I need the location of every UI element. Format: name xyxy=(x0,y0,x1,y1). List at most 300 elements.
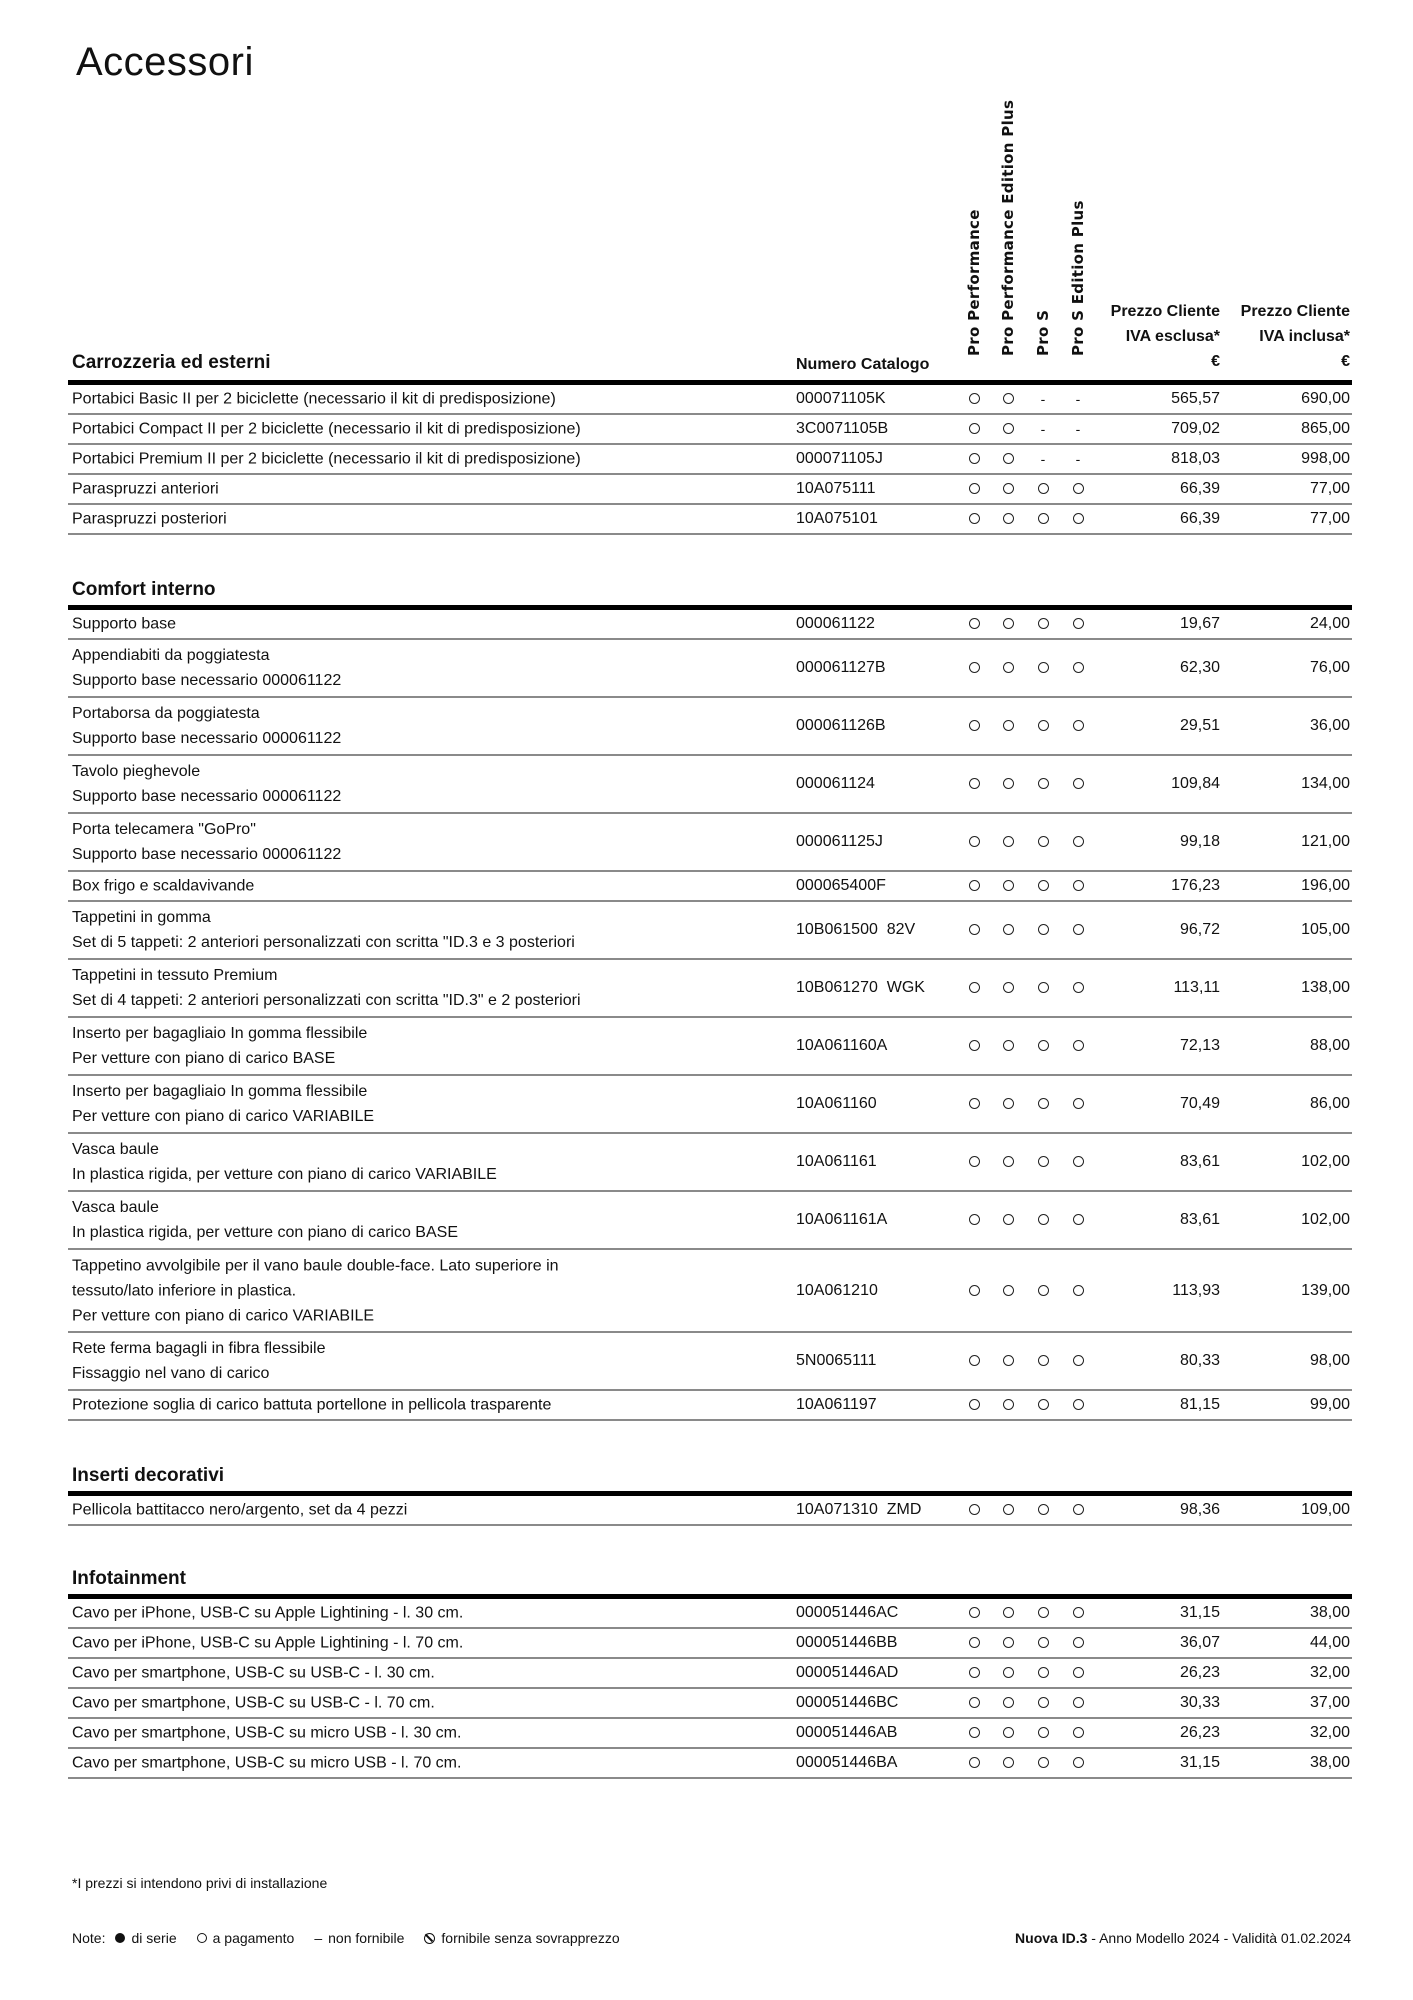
description-line: Supporto base necessario 000061122 xyxy=(72,672,342,689)
optional-circle-icon xyxy=(1028,480,1058,498)
price-incl-vat: 32,00 xyxy=(1309,1724,1350,1741)
optional-circle-icon xyxy=(959,1634,989,1652)
optional-circle-icon xyxy=(993,1501,1023,1519)
table-row xyxy=(68,1496,1352,1526)
price-incl-vat: 44,00 xyxy=(1309,1634,1350,1651)
price-excl-vat: 66,39 xyxy=(1179,510,1220,527)
optional-circle-icon xyxy=(1063,1664,1093,1682)
description-line: Protezione soglia di carico battuta portellone in pellicola trasparente xyxy=(72,1396,552,1414)
column-header-pro-s: Pro S xyxy=(1034,309,1052,356)
description-line: Cavo per smartphone, USB-C su USB-C - l. 30 cm. xyxy=(72,1664,435,1682)
price-incl-vat: 138,00 xyxy=(1301,979,1350,996)
optional-circle-icon xyxy=(993,659,1023,677)
catalog-number: 10A075111 xyxy=(796,480,876,497)
description-line: Per vetture con piano di carico VARIABILE xyxy=(72,1108,375,1125)
optional-circle-icon xyxy=(959,921,989,939)
catalog-number: 000051446AC xyxy=(796,1604,899,1621)
optional-circle-icon xyxy=(959,510,989,528)
unavailable-dash-icon: - xyxy=(1040,391,1046,407)
optional-circle-icon xyxy=(993,717,1023,735)
price-incl-vat: 109,00 xyxy=(1301,1501,1350,1518)
catalog-number: 000061122 xyxy=(796,615,875,632)
section-title: Infotainment xyxy=(72,1568,186,1589)
optional-circle-icon xyxy=(1028,1724,1058,1742)
optional-circle-icon xyxy=(959,1664,989,1682)
table-row xyxy=(68,756,1352,814)
optional-circle-icon xyxy=(1028,979,1058,997)
optional-circle-icon xyxy=(1028,717,1058,735)
table-row xyxy=(68,1250,1352,1333)
description-line: Portaborsa da poggiatesta xyxy=(72,705,260,722)
item-description xyxy=(72,759,341,809)
price-incl-vat: 86,00 xyxy=(1309,1095,1350,1112)
optional-circle-icon xyxy=(1028,1501,1058,1519)
legend-optional: a pagamento xyxy=(212,1930,295,1946)
item-description xyxy=(72,477,219,502)
optional-circle-icon xyxy=(1063,510,1093,528)
price-excl-vat: 98,36 xyxy=(1179,1501,1220,1518)
price-incl-vat: 998,00 xyxy=(1301,450,1350,467)
description-line: Supporto base necessario 000061122 xyxy=(72,846,342,863)
optional-circle-icon xyxy=(959,1211,989,1229)
table-row xyxy=(68,1719,1352,1749)
price-incl-vat: 32,00 xyxy=(1309,1664,1350,1681)
catalog-number: 000051446BA xyxy=(796,1754,898,1771)
price-excl-vat: 80,33 xyxy=(1179,1352,1220,1369)
optional-circle-icon xyxy=(1028,510,1058,528)
description-line: Inserto per bagagliaio In gomma flessibile xyxy=(72,1025,368,1042)
item-description xyxy=(72,387,556,412)
description-line: Cavo per iPhone, USB-C su Apple Lightining - l. 70 cm. xyxy=(72,1634,464,1652)
table-row xyxy=(68,1689,1352,1719)
optional-circle-icon xyxy=(959,1282,989,1300)
table-row xyxy=(68,1192,1352,1250)
catalog-number: 10A075101 xyxy=(796,510,878,527)
legend-free: fornibile senza sovrapprezzo xyxy=(441,1930,620,1946)
optional-circle-icon xyxy=(993,877,1023,895)
description-line: Inserto per bagagliaio In gomma flessibile xyxy=(72,1083,368,1100)
price-incl-vat: 77,00 xyxy=(1309,480,1350,497)
optional-circle-icon xyxy=(1063,833,1093,851)
optional-circle-icon xyxy=(1063,1352,1093,1370)
optional-circle-icon xyxy=(993,1664,1023,1682)
optional-circle-icon xyxy=(1028,1604,1058,1622)
table-row xyxy=(68,872,1352,902)
price-excl-vat: 72,13 xyxy=(1179,1037,1220,1054)
optional-circle-icon xyxy=(1063,1724,1093,1742)
item-description xyxy=(72,1661,435,1686)
optional-circle-icon xyxy=(993,1694,1023,1712)
optional-circle-icon xyxy=(993,1396,1023,1414)
table-row xyxy=(68,960,1352,1018)
catalog-number: 10B061270 WGK xyxy=(796,979,925,996)
description-line: Porta telecamera "GoPro" xyxy=(72,821,256,838)
table-row xyxy=(68,415,1352,445)
description-line: Tappetino avvolgibile per il vano baule double-face. Lato superiore in xyxy=(72,1257,559,1274)
optional-circle-icon xyxy=(993,1754,1023,1772)
optional-circle-icon xyxy=(959,1754,989,1772)
item-description xyxy=(72,612,176,637)
optional-circle-icon xyxy=(959,833,989,851)
footer-details: - Anno Modello 2024 - Validità 01.02.2024 xyxy=(1087,1930,1351,1946)
price-excl-vat: 26,23 xyxy=(1179,1724,1220,1741)
item-description xyxy=(72,447,581,472)
column-header-catalog: Numero Catalogo xyxy=(796,356,930,373)
table-row xyxy=(68,445,1352,475)
optional-circle-icon xyxy=(1063,480,1093,498)
catalog-number: 000051446BC xyxy=(796,1694,899,1711)
description-line: Paraspruzzi anteriori xyxy=(72,480,219,498)
catalog-number: 10A061161 xyxy=(796,1153,877,1170)
legend-label: Note: xyxy=(72,1930,106,1946)
price-incl-vat: 77,00 xyxy=(1309,510,1350,527)
optional-circle-icon xyxy=(959,979,989,997)
optional-circle-icon xyxy=(1063,1095,1093,1113)
optional-circle-icon xyxy=(959,659,989,677)
catalog-number: 000051446BB xyxy=(796,1634,898,1651)
table-row xyxy=(68,1333,1352,1391)
catalog-number: 10A061160A xyxy=(796,1037,888,1054)
section-header xyxy=(68,565,1352,605)
legend xyxy=(72,1930,630,1946)
optional-circle-icon xyxy=(959,1396,989,1414)
optional-circle-icon xyxy=(1028,877,1058,895)
optional-circle-icon xyxy=(959,1501,989,1519)
price-excl-vat: 113,11 xyxy=(1173,979,1220,996)
catalog-number: 10A061161A xyxy=(796,1211,888,1228)
price-incl-vat: 36,00 xyxy=(1309,717,1350,734)
optional-circle-icon xyxy=(1028,1694,1058,1712)
description-line: Vasca baule xyxy=(72,1199,159,1216)
price-excl-vat: 66,39 xyxy=(1179,480,1220,497)
price-incl-vat: 37,00 xyxy=(1309,1694,1350,1711)
price-incl-vat: 76,00 xyxy=(1309,659,1350,676)
description-line: Cavo per iPhone, USB-C su Apple Lightining - l. 30 cm. xyxy=(72,1604,464,1622)
optional-circle-icon xyxy=(1063,877,1093,895)
optional-circle-icon xyxy=(993,921,1023,939)
item-description xyxy=(72,417,581,442)
section-header xyxy=(68,1451,1352,1491)
optional-circle-icon xyxy=(1063,717,1093,735)
optional-circle-icon xyxy=(959,1724,989,1742)
table-header xyxy=(68,99,1352,380)
optional-circle-icon xyxy=(1063,775,1093,793)
optional-circle-icon xyxy=(959,1153,989,1171)
price-excl-vat: 113,93 xyxy=(1172,1281,1220,1299)
optional-circle-icon xyxy=(993,1352,1023,1370)
price-incl-vat: 98,00 xyxy=(1309,1352,1350,1369)
table-row xyxy=(68,610,1352,640)
table-row xyxy=(68,902,1352,960)
optional-circle-icon xyxy=(959,480,989,498)
optional-circle-icon xyxy=(959,1037,989,1055)
optional-circle-icon xyxy=(959,1694,989,1712)
description-line: Portabici Compact II per 2 biciclette (necessario il kit di predisposizione) xyxy=(72,420,581,438)
optional-circle-icon xyxy=(959,420,989,438)
table-row xyxy=(68,1659,1352,1689)
optional-circle-icon xyxy=(993,510,1023,528)
catalog-number: 000061126B xyxy=(796,717,886,734)
footer-validity xyxy=(1015,1930,1351,1946)
description-line: Cavo per smartphone, USB-C su micro USB - l. 70 cm. xyxy=(72,1754,462,1772)
dash-icon: – xyxy=(314,1930,323,1946)
optional-circle-icon xyxy=(1028,1153,1058,1171)
item-description xyxy=(72,1691,435,1716)
description-line: Cavo per smartphone, USB-C su USB-C - l. 70 cm. xyxy=(72,1694,435,1712)
optional-circle-icon xyxy=(993,420,1023,438)
price-incl-vat: 24,00 xyxy=(1309,615,1350,632)
optional-circle-icon xyxy=(1063,1634,1093,1652)
optional-circle-icon xyxy=(993,1282,1023,1300)
optional-circle-icon xyxy=(1028,1037,1058,1055)
optional-circle-icon xyxy=(959,1352,989,1370)
optional-circle-icon xyxy=(1028,921,1058,939)
unavailable-dash-icon: - xyxy=(1040,421,1046,437)
accessories-table xyxy=(68,99,1352,1779)
section-header xyxy=(68,1554,1352,1594)
optional-circle-icon xyxy=(993,450,1023,468)
price-incl-vat: 121,00 xyxy=(1301,833,1350,850)
column-header-price-excl-vat: Prezzo Cliente IVA esclusa* € xyxy=(1110,303,1220,370)
price-incl-vat: 88,00 xyxy=(1309,1037,1350,1054)
item-description xyxy=(72,905,575,955)
optional-circle-icon xyxy=(993,1037,1023,1055)
optional-circle-icon xyxy=(1028,1211,1058,1229)
optional-circle-icon xyxy=(1028,1282,1058,1300)
description-line: Supporto base necessario 000061122 xyxy=(72,788,342,805)
item-description xyxy=(72,1498,407,1523)
description-line: Rete ferma bagagli in fibra flessibile xyxy=(72,1340,326,1357)
description-line: Cavo per smartphone, USB-C su micro USB - l. 30 cm. xyxy=(72,1724,462,1742)
description-line: Box frigo e scaldavivande xyxy=(72,877,255,895)
optional-circle-icon xyxy=(993,390,1023,408)
item-description xyxy=(72,701,341,751)
price-incl-vat: 38,00 xyxy=(1309,1604,1350,1621)
optional-circle-icon xyxy=(993,480,1023,498)
table-row xyxy=(68,1391,1352,1421)
optional-circle-icon xyxy=(1028,659,1058,677)
price-incl-vat: 139,00 xyxy=(1301,1281,1350,1299)
item-description xyxy=(72,1721,461,1746)
empty-circle-icon xyxy=(197,1933,207,1943)
catalog-number: 5N0065111 xyxy=(796,1352,877,1369)
item-description xyxy=(72,507,227,532)
item-description xyxy=(72,1631,463,1656)
item-description xyxy=(72,874,254,899)
table-row xyxy=(68,1018,1352,1076)
optional-circle-icon xyxy=(1028,1352,1058,1370)
item-description xyxy=(72,1079,374,1129)
page-title: Accessori xyxy=(76,40,254,84)
optional-circle-icon xyxy=(1063,615,1093,633)
optional-circle-icon xyxy=(959,717,989,735)
optional-circle-icon xyxy=(1063,1282,1093,1300)
optional-circle-icon xyxy=(993,1153,1023,1171)
optional-circle-icon xyxy=(993,1634,1023,1652)
unavailable-dash-icon: - xyxy=(1075,451,1081,467)
optional-circle-icon xyxy=(993,1724,1023,1742)
footnote: *I prezzi si intendono privi di installazione xyxy=(72,1875,328,1891)
optional-circle-icon xyxy=(1028,1754,1058,1772)
description-line: tessuto/lato inferiore in plastica. xyxy=(72,1282,297,1299)
item-description xyxy=(72,1253,559,1328)
section-title: Comfort interno xyxy=(72,579,216,600)
item-description xyxy=(72,643,341,693)
price-excl-vat: 30,33 xyxy=(1179,1694,1220,1711)
price-excl-vat: 99,18 xyxy=(1179,833,1220,850)
description-line: Supporto base necessario 000061122 xyxy=(72,730,342,747)
optional-circle-icon xyxy=(959,1095,989,1113)
description-line: In plastica rigida, per vetture con piano di carico VARIABILE xyxy=(72,1166,497,1183)
unavailable-dash-icon: - xyxy=(1075,391,1081,407)
catalog-number: 000051446AD xyxy=(796,1664,899,1681)
table-row xyxy=(68,505,1352,535)
optional-circle-icon xyxy=(1063,1396,1093,1414)
optional-circle-icon xyxy=(993,979,1023,997)
item-description xyxy=(72,1393,551,1418)
optional-circle-icon xyxy=(1028,775,1058,793)
price-excl-vat: 81,15 xyxy=(1179,1396,1220,1413)
optional-circle-icon xyxy=(1028,1634,1058,1652)
optional-circle-icon xyxy=(1063,1501,1093,1519)
optional-circle-icon xyxy=(1063,1153,1093,1171)
description-line: Per vetture con piano di carico BASE xyxy=(72,1050,336,1067)
price-excl-vat: 818,03 xyxy=(1171,450,1220,467)
price-incl-vat: 196,00 xyxy=(1301,877,1350,894)
optional-circle-icon xyxy=(959,1604,989,1622)
optional-circle-icon xyxy=(959,615,989,633)
price-incl-vat: 134,00 xyxy=(1301,775,1350,792)
unavailable-dash-icon: - xyxy=(1040,451,1046,467)
price-excl-vat: 29,51 xyxy=(1179,717,1220,734)
price-excl-vat: 109,84 xyxy=(1171,775,1220,792)
description-line: Supporto base xyxy=(72,615,177,633)
optional-circle-icon xyxy=(993,1211,1023,1229)
optional-circle-icon xyxy=(1028,1664,1058,1682)
optional-circle-icon xyxy=(1028,1095,1058,1113)
section-title: Carrozzeria ed esterni xyxy=(72,352,271,373)
description-line: Set di 4 tappeti: 2 anteriori personalizzati con scritta "ID.3" e 2 posteriori xyxy=(72,992,581,1009)
table-row xyxy=(68,385,1352,415)
description-line: Set di 5 tappeti: 2 anteriori personalizzati con scritta "ID.3 e 3 posteriori xyxy=(72,934,575,951)
table-row xyxy=(68,1749,1352,1779)
price-excl-vat: 62,30 xyxy=(1179,659,1220,676)
price-excl-vat: 70,49 xyxy=(1179,1095,1220,1112)
column-header-pro-s-edition-plus: Pro S Edition Plus xyxy=(1069,200,1087,356)
catalog-number: 000065400F xyxy=(796,877,886,894)
description-line: Paraspruzzi posteriori xyxy=(72,510,227,528)
item-description xyxy=(72,1137,497,1187)
legend-standard: di serie xyxy=(131,1930,177,1946)
table-row xyxy=(68,1629,1352,1659)
optional-circle-icon xyxy=(1063,1754,1093,1772)
price-incl-vat: 690,00 xyxy=(1301,390,1350,407)
price-excl-vat: 565,57 xyxy=(1171,390,1220,407)
item-description xyxy=(72,963,581,1013)
description-line: Vasca baule xyxy=(72,1141,159,1158)
description-line: Tavolo pieghevole xyxy=(72,763,201,780)
column-header-price-incl-vat: Prezzo Cliente IVA inclusa* € xyxy=(1240,303,1350,370)
optional-circle-icon xyxy=(959,877,989,895)
catalog-number: 10A061160 xyxy=(796,1095,877,1112)
table-row xyxy=(68,640,1352,698)
catalog-number: 10B061500 82V xyxy=(796,921,916,938)
price-incl-vat: 38,00 xyxy=(1309,1754,1350,1771)
optional-circle-icon xyxy=(1028,615,1058,633)
optional-circle-icon xyxy=(1063,1211,1093,1229)
item-description xyxy=(72,1021,367,1071)
column-header-pro-performance-edition-plus: Pro Performance Edition Plus xyxy=(999,99,1017,356)
description-line: Portabici Premium II per 2 biciclette (necessario il kit di predisposizione) xyxy=(72,450,581,468)
price-excl-vat: 31,15 xyxy=(1179,1604,1220,1621)
item-description xyxy=(72,817,341,867)
optional-circle-icon xyxy=(993,775,1023,793)
price-incl-vat: 865,00 xyxy=(1301,420,1350,437)
table-row xyxy=(68,698,1352,756)
price-excl-vat: 36,07 xyxy=(1179,1634,1220,1651)
optional-circle-icon xyxy=(959,775,989,793)
description-line: Tappetini in tessuto Premium xyxy=(72,967,278,984)
price-excl-vat: 96,72 xyxy=(1179,921,1220,938)
catalog-number: 10A061210 xyxy=(796,1281,878,1299)
catalog-number: 000071105J xyxy=(796,450,883,467)
optional-circle-icon xyxy=(1063,1037,1093,1055)
catalog-number: 000051446AB xyxy=(796,1724,898,1741)
description-line: Tappetini in gomma xyxy=(72,909,211,926)
description-line: In plastica rigida, per vetture con piano di carico BASE xyxy=(72,1224,458,1241)
catalog-number: 000071105K xyxy=(796,390,886,407)
optional-circle-icon xyxy=(1028,1396,1058,1414)
optional-circle-icon xyxy=(993,1604,1023,1622)
item-description xyxy=(72,1336,325,1386)
price-excl-vat: 26,23 xyxy=(1179,1664,1220,1681)
price-excl-vat: 19,67 xyxy=(1179,615,1220,632)
price-excl-vat: 83,61 xyxy=(1179,1153,1220,1170)
item-description xyxy=(72,1195,458,1245)
item-description xyxy=(72,1601,463,1626)
column-header-pro-performance: Pro Performance xyxy=(965,209,983,356)
optional-circle-icon xyxy=(993,833,1023,851)
optional-circle-icon xyxy=(1063,979,1093,997)
table-row xyxy=(68,1134,1352,1192)
price-incl-vat: 102,00 xyxy=(1301,1153,1350,1170)
catalog-number: 000061125J xyxy=(796,833,883,850)
slashed-circle-icon xyxy=(424,1933,435,1944)
table-row xyxy=(68,1076,1352,1134)
description-line: Per vetture con piano di carico VARIABILE xyxy=(72,1307,375,1324)
catalog-number: 3C0071105B xyxy=(796,420,889,437)
description-line: Appendiabiti da poggiatesta xyxy=(72,647,270,664)
optional-circle-icon xyxy=(1063,921,1093,939)
optional-circle-icon xyxy=(993,1095,1023,1113)
price-incl-vat: 99,00 xyxy=(1309,1396,1350,1413)
item-description xyxy=(72,1751,461,1776)
table-row xyxy=(68,814,1352,872)
description-line: Pellicola battitacco nero/argento, set da 4 pezzi xyxy=(72,1501,408,1519)
price-excl-vat: 31,15 xyxy=(1179,1754,1220,1771)
table-row xyxy=(68,1599,1352,1629)
optional-circle-icon xyxy=(1028,833,1058,851)
price-excl-vat: 83,61 xyxy=(1179,1211,1220,1228)
optional-circle-icon xyxy=(959,450,989,468)
table-row xyxy=(68,475,1352,505)
section-title: Inserti decorativi xyxy=(72,1465,225,1486)
legend-unavailable: non fornibile xyxy=(328,1930,405,1946)
filled-circle-icon xyxy=(115,1933,125,1943)
optional-circle-icon xyxy=(1063,1694,1093,1712)
optional-circle-icon xyxy=(993,615,1023,633)
catalog-number: 000061124 xyxy=(796,775,875,792)
